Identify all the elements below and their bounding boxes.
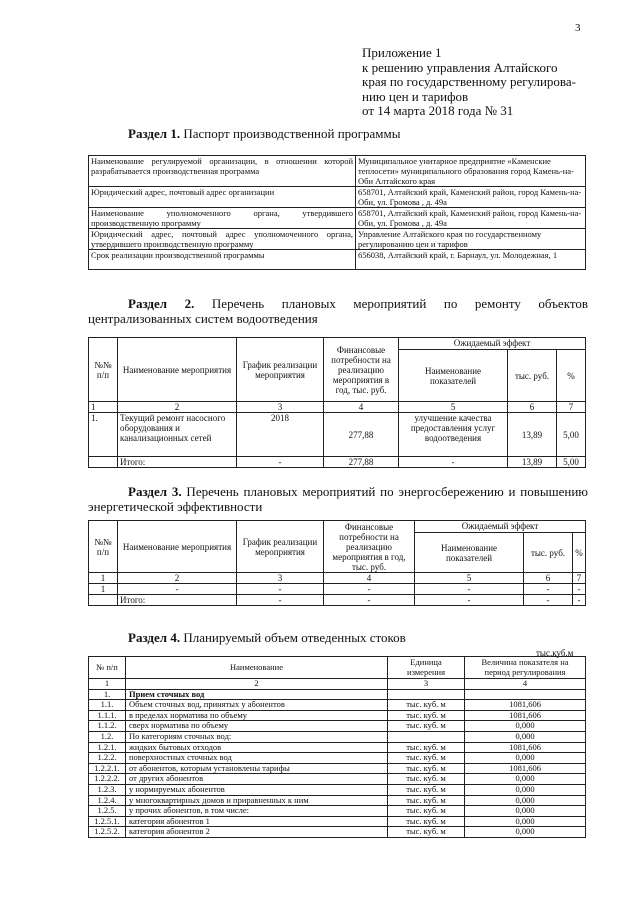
row-unit: тыс. куб. м bbox=[388, 795, 465, 806]
passport-label: Срок реализации производственной программы bbox=[89, 250, 356, 270]
row-name: категория абонентов 2 bbox=[126, 827, 388, 838]
total-cell: - bbox=[237, 595, 324, 606]
table-row bbox=[89, 774, 586, 785]
appendix-line: Приложение 1 bbox=[362, 45, 442, 60]
col-number: 3 bbox=[237, 402, 324, 413]
row-unit: тыс. куб. м bbox=[388, 784, 465, 795]
passport-value: Управление Алтайского края по государственному регулированию цен и тарифов bbox=[356, 229, 586, 250]
unit-note: тыс.куб.м bbox=[536, 648, 574, 658]
table-row bbox=[89, 208, 586, 229]
row-name: жидких бытовых отходов bbox=[126, 742, 388, 753]
col-number: 3 bbox=[237, 573, 324, 584]
row-name: в пределах норматива по объему bbox=[126, 710, 388, 721]
col-finance-header: Финансовые потребности на реализацию мероприятия в год, тыс. руб. bbox=[324, 521, 415, 573]
row-value: 0,000 bbox=[465, 784, 586, 795]
table-row bbox=[89, 156, 586, 187]
appendix-line: нию цен и тарифов bbox=[362, 88, 469, 104]
table-row bbox=[89, 413, 586, 457]
row-num: 1 bbox=[89, 584, 118, 595]
col-number: 7 bbox=[557, 402, 586, 413]
table-row bbox=[89, 742, 586, 753]
row-pct: 5,00 bbox=[557, 413, 586, 457]
col-number: 1 bbox=[89, 679, 126, 690]
row-value bbox=[465, 689, 586, 700]
passport-label: Наименование регулируемой организации, в отношении которой разрабатывается производственная программа bbox=[89, 156, 356, 187]
row-name: у нормируемых абонентов bbox=[126, 784, 388, 795]
col-schedule-header: График реализации мероприятия bbox=[237, 338, 324, 402]
row-num: 1. bbox=[89, 413, 118, 457]
col-number-row bbox=[89, 402, 586, 413]
col-name-header: Наименование мероприятия bbox=[118, 521, 237, 573]
row-num: 1.2.2.1. bbox=[89, 763, 126, 774]
row-unit: тыс. куб. м bbox=[388, 742, 465, 753]
row-value: 0,000 bbox=[465, 795, 586, 806]
row-num: 1.2.2. bbox=[89, 753, 126, 764]
row-name: у многоквартирных домов и приравненных к ним bbox=[126, 795, 388, 806]
table-row bbox=[89, 806, 586, 817]
appendix-line: к решению управления Алтайского bbox=[362, 59, 558, 75]
row-unit bbox=[388, 731, 465, 742]
table-row bbox=[89, 763, 586, 774]
row-num: 1.1.2. bbox=[89, 721, 126, 732]
row-cell: - bbox=[573, 584, 586, 595]
col-pct-header: % bbox=[557, 350, 586, 402]
section2-title: Раздел 2. Перечень плановых мероприятий по ремонту объектов централизованных систем водоотведения bbox=[88, 296, 588, 326]
row-num: 1.2.3. bbox=[89, 784, 126, 795]
col-name-header: Наименование мероприятия bbox=[118, 338, 237, 402]
empty-cell bbox=[89, 595, 118, 606]
passport-label: Наименование уполномоченного органа, утвердившего производственную программу bbox=[89, 208, 356, 229]
row-value: 0,000 bbox=[465, 827, 586, 838]
row-name: категория абонентов 1 bbox=[126, 816, 388, 827]
col-number: 4 bbox=[465, 679, 586, 690]
col-number-row bbox=[89, 679, 586, 690]
row-value: 0,000 bbox=[465, 806, 586, 817]
table-row bbox=[89, 584, 586, 595]
passport-value: 658701, Алтайский край, Каменский район, город Камень-на-Оби, ул. Громова , д. 49а bbox=[356, 187, 586, 208]
row-name: от других абонентов bbox=[126, 774, 388, 785]
table-header-row bbox=[89, 521, 586, 533]
total-indicator: - bbox=[399, 457, 508, 468]
row-name: Прием сточных вод bbox=[126, 689, 388, 700]
col-indicator-header: Наименование показателей bbox=[415, 533, 524, 573]
row-name: сверх норматива по объему bbox=[126, 721, 388, 732]
total-cell: - bbox=[573, 595, 586, 606]
energy-table bbox=[88, 520, 586, 606]
col-number: 5 bbox=[399, 402, 508, 413]
section4-title: Раздел 4. Планируемый объем отведенных стоков bbox=[128, 630, 406, 645]
row-unit: тыс. куб. м bbox=[388, 816, 465, 827]
col-number-row bbox=[89, 573, 586, 584]
col-number: 6 bbox=[524, 573, 573, 584]
passport-value: 658701, Алтайский край, Каменский район, город Камень-на-Оби, ул. Громова , д. 49а bbox=[356, 208, 586, 229]
appendix-line: от 14 марта 2018 года № 31 bbox=[362, 103, 514, 118]
row-value: 1081,606 bbox=[465, 742, 586, 753]
col-pct-header: % bbox=[573, 533, 586, 573]
row-name: поверхностных сточных вод bbox=[126, 753, 388, 764]
col-number: 7 bbox=[573, 573, 586, 584]
row-name: По категориям сточных вод: bbox=[126, 731, 388, 742]
total-row bbox=[89, 595, 586, 606]
total-label: Итого: bbox=[118, 595, 237, 606]
total-rub: 13,89 bbox=[508, 457, 557, 468]
col-indicator-header: Наименование показателей bbox=[399, 350, 508, 402]
row-rub: 13,89 bbox=[508, 413, 557, 457]
table-row bbox=[89, 816, 586, 827]
table-row bbox=[89, 753, 586, 764]
table-row bbox=[89, 229, 586, 250]
total-cell: - bbox=[415, 595, 524, 606]
row-num: 1.1. bbox=[89, 700, 126, 711]
wastewater-table bbox=[88, 656, 586, 838]
col-number: 4 bbox=[324, 573, 415, 584]
row-cell: - bbox=[415, 584, 524, 595]
col-number: 2 bbox=[126, 679, 388, 690]
col-finance-header: Финансовые потребности на реализацию мероприятия в год, тыс. руб. bbox=[324, 338, 399, 402]
row-num: 1.2.1. bbox=[89, 742, 126, 753]
table-row bbox=[89, 187, 586, 208]
row-cell: - bbox=[524, 584, 573, 595]
total-schedule: - bbox=[237, 457, 324, 468]
passport-value: Муниципальное унитарное предприятие «Каменские теплосети» муниципального образования город Камень-на-Оби Алтайского края bbox=[356, 156, 586, 187]
total-cell: - bbox=[324, 595, 415, 606]
col-rub-header: тыс. руб. bbox=[508, 350, 557, 402]
row-name: у прочих абонентов, в том числе: bbox=[126, 806, 388, 817]
col-schedule-header: График реализации мероприятия bbox=[237, 521, 324, 573]
row-value: 1081,606 bbox=[465, 700, 586, 711]
table-header-row bbox=[89, 338, 586, 350]
table-row bbox=[89, 700, 586, 711]
col-number: 1 bbox=[89, 573, 118, 584]
col-number: 4 bbox=[324, 402, 399, 413]
row-num: 1.1.1. bbox=[89, 710, 126, 721]
row-unit: тыс. куб. м bbox=[388, 753, 465, 764]
row-schedule: 2018 bbox=[237, 413, 324, 457]
section3-title: Раздел 3. Перечень плановых мероприятий по энергосбережению и повышению энергетической эффективности bbox=[88, 484, 588, 514]
row-indicator: улучшение качества предоставления услуг водоотведения bbox=[399, 413, 508, 457]
row-unit: тыс. куб. м bbox=[388, 721, 465, 732]
row-num: 1.2.4. bbox=[89, 795, 126, 806]
appendix-line: края по государственному регулирова- bbox=[362, 74, 576, 89]
table-row bbox=[89, 710, 586, 721]
row-unit: тыс. куб. м bbox=[388, 774, 465, 785]
row-finance: 277,88 bbox=[324, 413, 399, 457]
appendix-note bbox=[362, 46, 612, 119]
total-pct: 5,00 bbox=[557, 457, 586, 468]
row-num: 1.2.5.2. bbox=[89, 827, 126, 838]
col-number: 3 bbox=[388, 679, 465, 690]
col-number: 1 bbox=[89, 402, 118, 413]
total-finance: 277,88 bbox=[324, 457, 399, 468]
row-value: 1081,606 bbox=[465, 763, 586, 774]
col-effect-header: Ожидаемый эффект bbox=[415, 521, 586, 533]
row-name: от абонентов, которым установлены тарифы bbox=[126, 763, 388, 774]
row-value: 0,000 bbox=[465, 816, 586, 827]
page-number: 3 bbox=[575, 22, 581, 34]
col-num-header: №№ п/п bbox=[89, 338, 118, 402]
table-row bbox=[89, 689, 586, 700]
total-cell: - bbox=[524, 595, 573, 606]
col-number: 2 bbox=[118, 573, 237, 584]
row-unit: тыс. куб. м bbox=[388, 827, 465, 838]
passport-value: 656038, Алтайский край, г. Барнаул, ул. Молодежная, 1 bbox=[356, 250, 586, 270]
row-unit: тыс. куб. м bbox=[388, 806, 465, 817]
passport-label: Юридический адрес, почтовый адрес организации bbox=[89, 187, 356, 208]
row-cell: - bbox=[118, 584, 237, 595]
col-value-header: Величина показателя на период регулирования bbox=[465, 657, 586, 679]
table-row bbox=[89, 827, 586, 838]
col-number: 2 bbox=[118, 402, 237, 413]
row-cell: - bbox=[237, 584, 324, 595]
col-name-header: Наименование bbox=[126, 657, 388, 679]
table-row bbox=[89, 721, 586, 732]
passport-table bbox=[88, 155, 586, 270]
total-row bbox=[89, 457, 586, 468]
row-num: 1.2.5. bbox=[89, 806, 126, 817]
passport-label: Юридический адрес, почтовый адрес уполномоченного органа, утвердившего производственную программу bbox=[89, 229, 356, 250]
col-num-header: №№ п/п bbox=[89, 521, 118, 573]
table-header-row bbox=[89, 657, 586, 679]
table-row bbox=[89, 795, 586, 806]
row-cell: - bbox=[324, 584, 415, 595]
col-num-header: № п/п bbox=[89, 657, 126, 679]
row-name: Объем сточных вод, принятых у абонентов bbox=[126, 700, 388, 711]
section1-title: Раздел 1. Паспорт производственной программы bbox=[128, 126, 401, 141]
row-num: 1.2.5.1. bbox=[89, 816, 126, 827]
row-value: 0,000 bbox=[465, 774, 586, 785]
row-value: 0,000 bbox=[465, 721, 586, 732]
col-rub-header: тыс. руб. bbox=[524, 533, 573, 573]
row-value: 0,000 bbox=[465, 753, 586, 764]
row-unit: тыс. куб. м bbox=[388, 763, 465, 774]
row-value: 0,000 bbox=[465, 731, 586, 742]
row-unit bbox=[388, 689, 465, 700]
empty-cell bbox=[89, 457, 118, 468]
row-num: 1. bbox=[89, 689, 126, 700]
table-row bbox=[89, 250, 586, 270]
row-num: 1.2.2.2. bbox=[89, 774, 126, 785]
row-value: 1081,606 bbox=[465, 710, 586, 721]
col-effect-header: Ожидаемый эффект bbox=[399, 338, 586, 350]
col-unit-header: Единица измерения bbox=[388, 657, 465, 679]
row-unit: тыс. куб. м bbox=[388, 710, 465, 721]
col-number: 5 bbox=[415, 573, 524, 584]
table-row bbox=[89, 784, 586, 795]
row-unit: тыс. куб. м bbox=[388, 700, 465, 711]
repair-table bbox=[88, 337, 586, 468]
col-number: 6 bbox=[508, 402, 557, 413]
table-row bbox=[89, 731, 586, 742]
row-num: 1.2. bbox=[89, 731, 126, 742]
row-name: Текущий ремонт насосного оборудования и канализационных сетей bbox=[118, 413, 237, 457]
total-label: Итого: bbox=[118, 457, 237, 468]
